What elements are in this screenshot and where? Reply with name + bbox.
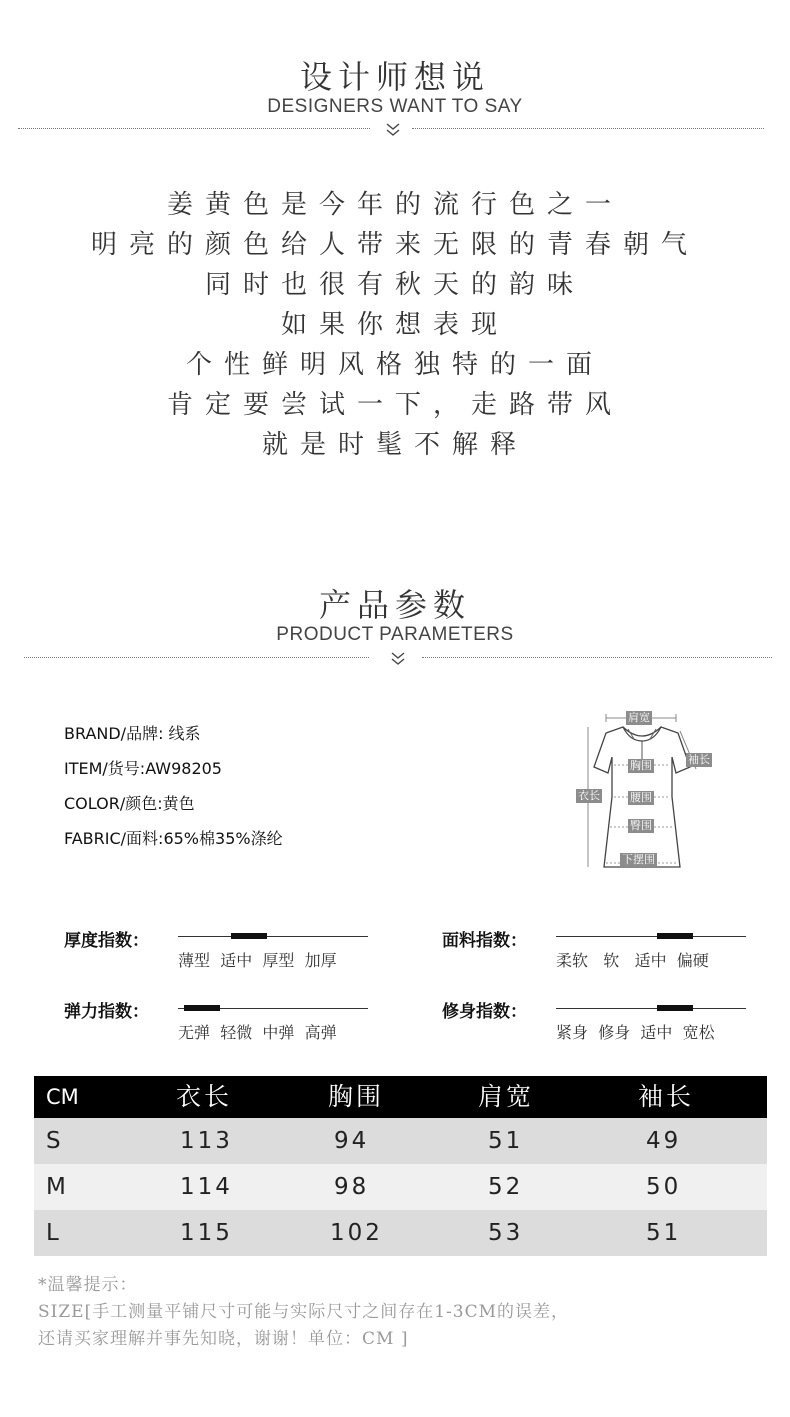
index-scale-line <box>178 936 368 937</box>
index-label: 厚度指数： <box>64 931 149 951</box>
index-option: 轻微 <box>220 1023 253 1042</box>
table-header-cell: 胸围 <box>328 1082 385 1111</box>
designer-line: 就是时髦不解释 <box>261 430 528 460</box>
index-option: 高弹 <box>304 1023 337 1042</box>
diagram-label-waist: 腰围 <box>630 791 652 804</box>
index-thickness <box>64 926 149 951</box>
diagram-label-sleeve: 袖长 <box>688 753 710 766</box>
table-header-row <box>34 1076 767 1118</box>
index-option: 厚型 <box>262 951 295 970</box>
index-options <box>178 1020 378 1043</box>
table-cell: 50 <box>646 1174 682 1200</box>
index-option: 无弹 <box>178 1023 211 1042</box>
index-option: 适中 <box>640 1023 673 1042</box>
index-options <box>178 948 378 971</box>
table-cell: M <box>46 1174 69 1200</box>
table-cell: 49 <box>646 1128 682 1154</box>
index-option: 柔软 <box>556 951 589 970</box>
table-cell: 51 <box>488 1128 524 1154</box>
index-scale-marker <box>657 933 693 939</box>
table-header-cell: 袖长 <box>638 1082 695 1111</box>
spec-brand: BRAND/品牌: 线系 <box>64 724 201 743</box>
index-label: 弹力指数： <box>64 1002 149 1022</box>
divider-left <box>18 128 370 129</box>
index-label: 修身指数： <box>442 1002 527 1022</box>
diagram-label-length: 衣长 <box>578 789 600 802</box>
index-options <box>556 948 756 971</box>
table-cell: 52 <box>488 1174 524 1200</box>
index-label: 面料指数： <box>442 931 527 951</box>
table-cell: 98 <box>334 1174 370 1200</box>
diagram-label-chest: 胸围 <box>630 759 652 772</box>
index-option: 偏硬 <box>676 951 709 970</box>
table-cell: 102 <box>330 1220 383 1246</box>
divider-right <box>422 657 772 658</box>
table-cell: 51 <box>646 1220 682 1246</box>
index-option: 薄型 <box>178 951 211 970</box>
product-title-en: PRODUCT PARAMETERS <box>276 624 514 645</box>
divider-right <box>412 128 764 129</box>
index-options <box>556 1020 756 1043</box>
index-option: 修身 <box>598 1023 631 1042</box>
index-option: 适中 <box>634 951 667 970</box>
table-cell: 53 <box>488 1220 524 1246</box>
note-title: *温馨提示： <box>38 1275 138 1295</box>
dress-measurement-diagram <box>568 705 728 875</box>
spec-color: COLOR/颜色:黄色 <box>64 794 195 813</box>
index-scale-line <box>556 1008 746 1009</box>
designer-title-en: DESIGNERS WANT TO SAY <box>267 96 523 117</box>
double-chevron-down-icon <box>383 122 403 138</box>
table-cell: 113 <box>180 1128 233 1154</box>
designer-line: 如果你想表现 <box>280 310 509 340</box>
index-fabric <box>442 926 527 951</box>
table-row <box>34 1164 767 1210</box>
table-row <box>34 1210 767 1256</box>
note-line: 还请买家理解并事先知晓，谢谢！单位：CM ] <box>38 1329 409 1349</box>
table-cell: 94 <box>334 1128 370 1154</box>
index-scale-marker <box>231 933 267 939</box>
table-header-cell: 肩宽 <box>478 1082 535 1111</box>
index-option: 加厚 <box>304 951 337 970</box>
table-cell: 115 <box>180 1220 233 1246</box>
spec-fabric: FABRIC/面料:65%棉35%涤纶 <box>64 829 283 848</box>
table-cell: S <box>46 1128 64 1154</box>
index-fit <box>442 997 527 1022</box>
index-scale-marker <box>184 1005 220 1011</box>
index-option: 宽松 <box>682 1023 715 1042</box>
table-header-cell: CM <box>46 1085 79 1109</box>
note-line: SIZE[手工测量平铺尺寸可能与实际尺寸之间存在1-3CM的误差， <box>38 1302 570 1322</box>
index-option: 软 <box>603 951 620 970</box>
diagram-label-hip: 臀围 <box>630 819 652 832</box>
designer-line: 明亮的颜色给人带来无限的青春朝气 <box>90 230 699 260</box>
diagram-label-hem: 下摆围 <box>622 853 655 866</box>
index-option: 紧身 <box>556 1023 589 1042</box>
divider-left <box>24 657 369 658</box>
designer-line: 肯定要尝试一下，走路带风 <box>166 390 623 420</box>
table-cell: 114 <box>180 1174 233 1200</box>
index-scale-line <box>556 936 746 937</box>
table-cell: L <box>46 1220 62 1246</box>
index-option: 适中 <box>220 951 253 970</box>
table-header-cell: 衣长 <box>176 1082 233 1111</box>
designer-line: 个性鲜明风格独特的一面 <box>185 350 604 380</box>
product-title-cn: 产品参数 <box>318 586 471 624</box>
index-option: 中弹 <box>262 1023 295 1042</box>
size-table <box>34 1076 767 1258</box>
index-elasticity <box>64 997 149 1022</box>
designer-line: 同时也很有秋天的韵味 <box>204 270 585 300</box>
designer-title-cn: 设计师想说 <box>299 58 490 96</box>
double-chevron-down-icon <box>388 651 408 667</box>
index-scale-marker <box>657 1005 693 1011</box>
spec-item: ITEM/货号:AW98205 <box>64 759 222 778</box>
table-row <box>34 1118 767 1164</box>
designer-line: 姜黄色是今年的流行色之一 <box>166 190 623 220</box>
diagram-label-shoulder: 肩宽 <box>628 711 650 724</box>
